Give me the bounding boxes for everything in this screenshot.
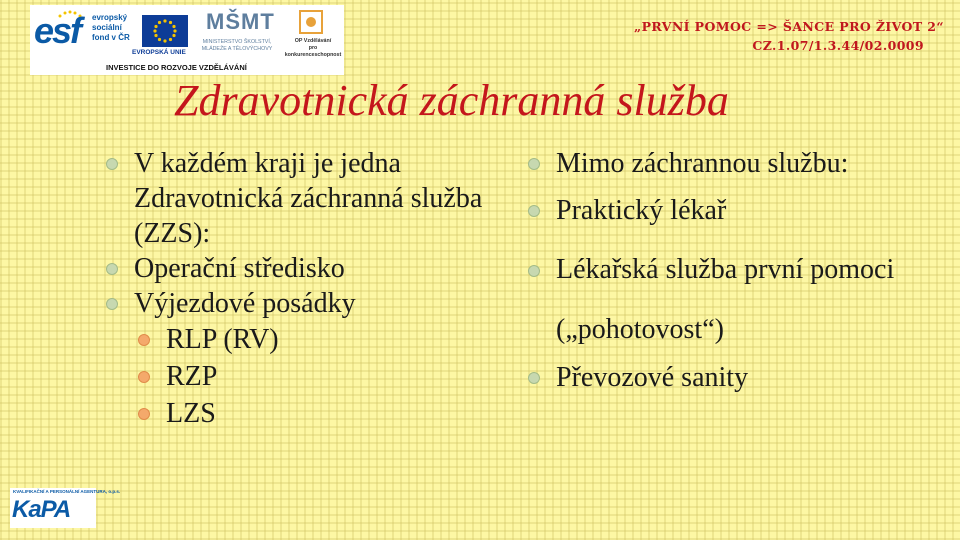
op-text-line: OP Vzdělávání: [294, 38, 332, 44]
right-bullet-list: [528, 146, 948, 395]
sub-list-item: [138, 358, 506, 395]
op-text: [284, 38, 342, 59]
slide-title: Zdravotnická záchranná služba: [174, 76, 729, 125]
bullet-icon: [528, 158, 540, 170]
list-item: [528, 193, 948, 228]
list-item: [528, 360, 948, 395]
list-item: [528, 146, 948, 181]
sub-bullet-icon: [138, 408, 150, 420]
sub-item-text: LZS: [166, 398, 216, 429]
list-item-text: Lékařská služba první pomoci („pohotovost“): [556, 254, 895, 345]
kapa-mark: KaPA: [12, 496, 71, 523]
list-item: [106, 146, 506, 251]
spacer: [528, 181, 948, 193]
msmt-text: [196, 39, 278, 53]
list-item-text: Výjezdové posádky: [134, 288, 356, 319]
kapa-logo: [10, 488, 121, 528]
spacer: [528, 228, 948, 240]
list-item: [528, 240, 948, 360]
bullet-icon: [528, 372, 540, 384]
esf-text: [92, 13, 130, 43]
msmt-letters: MŠMT: [206, 9, 275, 34]
list-item-text: Mimo záchrannou službu:: [556, 148, 849, 179]
esf-text-line: fond v ČR: [92, 33, 130, 42]
sub-bullet-icon: [138, 334, 150, 346]
list-item-text: V každém kraji je jedna Zdravotnická záchranná služba (ZZS):: [134, 148, 483, 249]
sub-item-text: RZP: [166, 361, 218, 392]
eu-label: EVROPSKÁ UNIE: [132, 49, 186, 56]
bullet-icon: [106, 263, 118, 275]
list-item-text: Převozové sanity: [556, 362, 749, 393]
investment-text: INVESTICE DO ROZVOJE VZDĚLÁVÁNÍ: [106, 63, 247, 72]
eu-flag-icon: [142, 15, 188, 47]
list-item: [106, 251, 506, 286]
list-item-text: Operační středisko: [134, 253, 345, 284]
sub-bullet-icon: [138, 371, 150, 383]
op-vk-icon: [298, 9, 324, 35]
esf-logo: [34, 9, 184, 59]
sub-list-item: [138, 321, 506, 358]
project-code: CZ.1.07/1.3.44/02.0009: [752, 38, 924, 53]
esf-letters: esf: [34, 10, 81, 51]
bullet-icon: [106, 298, 118, 310]
esf-text-line: evropský: [92, 13, 128, 22]
sub-item-text: RLP (RV): [166, 324, 279, 355]
bullet-icon: [528, 205, 540, 217]
msmt-text-line: MINISTERSTVO ŠKOLSTVÍ,: [202, 39, 272, 45]
msmt-text-line: MLÁDEŽE A TĚLOVÝCHOVY: [201, 46, 273, 52]
left-bullet-list: [106, 146, 506, 432]
esf-text-line: sociální: [92, 23, 122, 32]
kapa-agency-name: KVALIFIKAČNÍ A PERSONÁLNÍ AGENTURA, o.p.s.: [13, 489, 121, 494]
funding-logos-strip: [30, 5, 344, 75]
list-item-text: Praktický lékař: [556, 195, 727, 226]
op-logo: [284, 9, 342, 59]
project-name: „PRVNÍ POMOC => ŠANCE PRO ŽIVOT 2“: [634, 19, 944, 34]
bullet-icon: [106, 158, 118, 170]
msmt-logo: [196, 9, 276, 59]
list-item: [106, 286, 506, 321]
bullet-icon: [528, 265, 540, 277]
sub-list-item: [138, 395, 506, 432]
op-text-line: pro konkurenceschopnost: [284, 45, 342, 58]
